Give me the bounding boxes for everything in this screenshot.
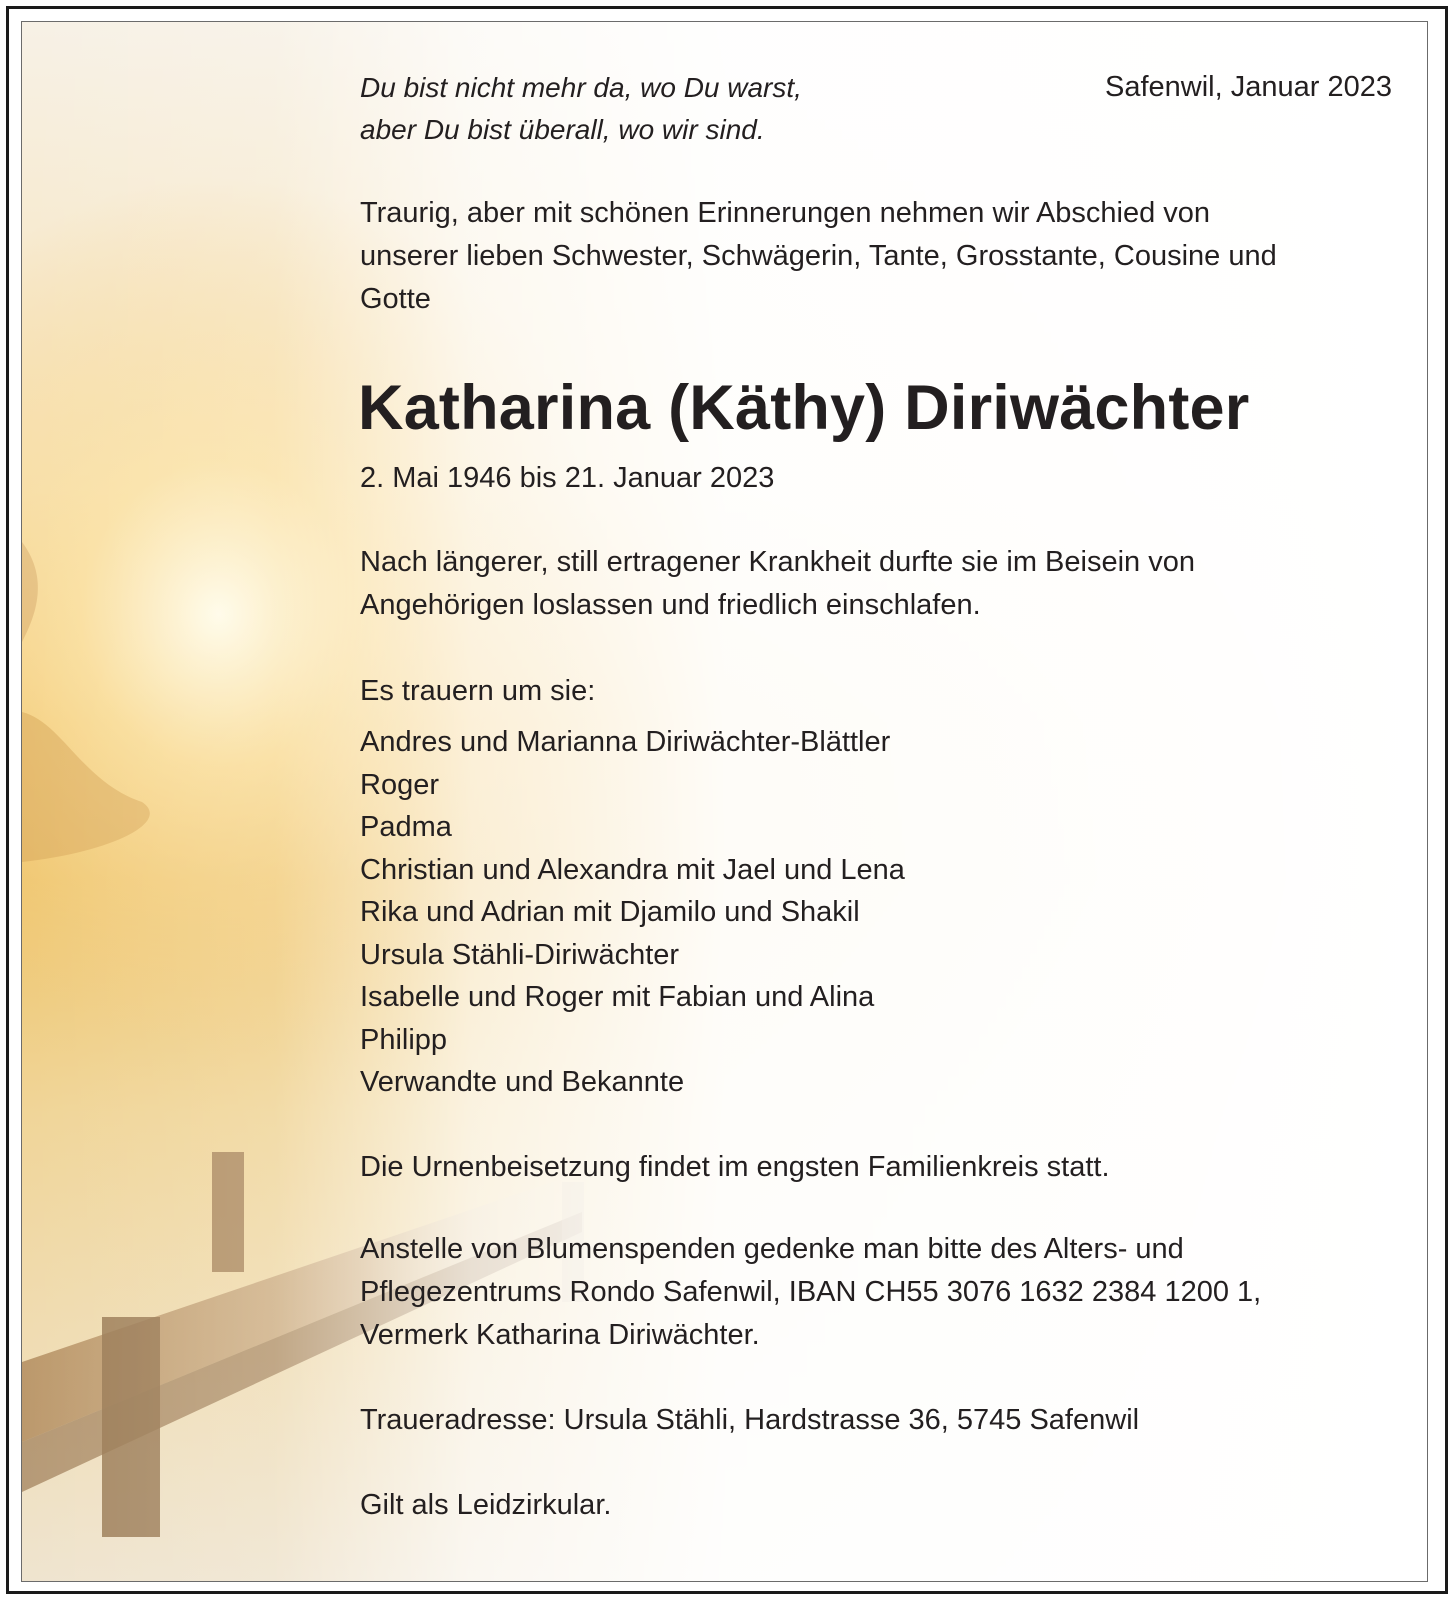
outer-frame: [6, 6, 1448, 1594]
mourner-name: Ursula Stähli-Diriwächter: [360, 938, 680, 971]
mourner-name: Roger: [360, 768, 439, 801]
place-date: Safenwil, Januar 2023: [1105, 71, 1392, 103]
mourners-heading: Es trauern um sie:: [360, 675, 596, 707]
deceased-name: Katharina (Käthy) Diriwächter: [358, 373, 1250, 443]
mourner-name: Padma: [360, 811, 452, 843]
obituary-card: [21, 21, 1428, 1582]
mourner-name: Andres und Marianna Diriwächter-Blättler: [360, 726, 891, 758]
mourning-address: Traueradresse: Ursula Stähli, Hardstrasse 36, 5745 Safenwil: [360, 1404, 1140, 1436]
mourner-name: Isabelle und Roger mit Fabian und Alina: [360, 981, 875, 1013]
intro-line-3: Gotte: [360, 283, 431, 315]
quote-line-2: aber Du bist überall, wo wir sind.: [360, 114, 765, 145]
mourner-name: Verwandte und Bekannte: [360, 1066, 685, 1098]
intro-line-2: unserer lieben Schwester, Schwägerin, Tante, Grosstante, Cousine und: [360, 240, 1277, 272]
intro-line-1: Traurig, aber mit schönen Erinnerungen nehmen wir Abschied von: [360, 197, 1211, 229]
closing-note: Gilt als Leidzirkular.: [360, 1489, 612, 1521]
quote-line-1: Du bist nicht mehr da, wo Du warst,: [360, 72, 802, 103]
donation-line-3: Vermerk Katharina Diriwächter.: [360, 1319, 760, 1351]
mourner-name: Philipp: [360, 1023, 448, 1056]
passing-line-2: Angehörigen loslassen und friedlich einschlafen.: [360, 589, 981, 621]
donation-line-1: Anstelle von Blumenspenden gedenke man bitte des Alters- und: [360, 1233, 1184, 1265]
mourners-list: [360, 721, 905, 1104]
donation-line-2: Pflegezentrums Rondo Safenwil, IBAN CH55 3076 1632 2384 1200 1,: [360, 1276, 1262, 1308]
mourner-name: Rika und Adrian mit Djamilo und Shakil: [360, 896, 860, 928]
passing-line-1: Nach längerer, still ertragener Krankheit durfte sie im Beisein von: [360, 546, 1195, 578]
mourner-name: Christian und Alexandra mit Jael und Lena: [360, 853, 905, 886]
obituary-text: [22, 22, 1427, 1581]
life-dates: 2. Mai 1946 bis 21. Januar 2023: [360, 462, 775, 494]
burial-note: Die Urnenbeisetzung findet im engsten Familienkreis statt.: [360, 1151, 1110, 1183]
